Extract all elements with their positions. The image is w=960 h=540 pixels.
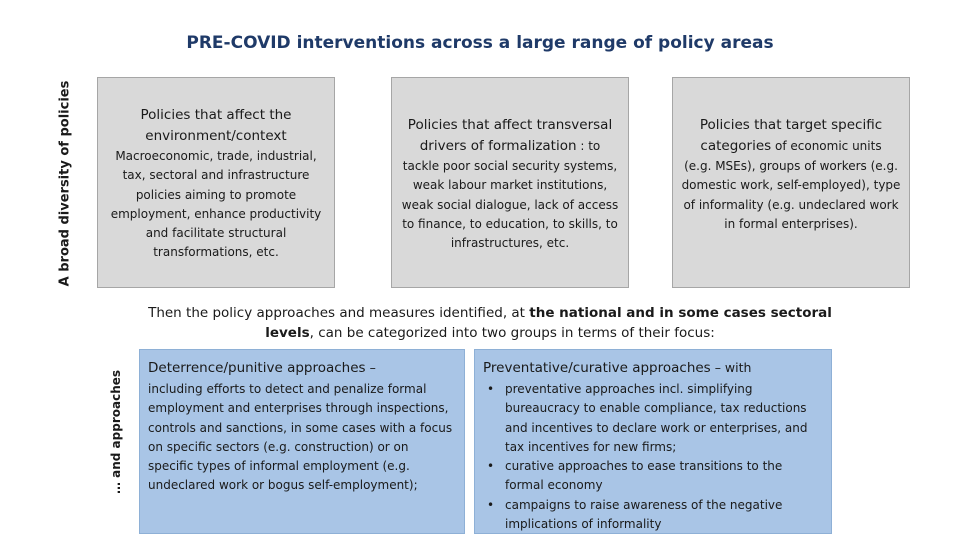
- bullet-icon: •: [487, 382, 495, 396]
- approach-box-preventative: [474, 349, 832, 534]
- policy-box-heading: [679, 115, 903, 157]
- approach-box-deterrence: [139, 349, 465, 534]
- list-item: [483, 457, 823, 496]
- policy-box-heading-tail: of economic units: [771, 139, 882, 153]
- policy-box-transversal: [391, 77, 629, 288]
- side-label-approaches: … and approaches: [109, 369, 123, 495]
- transition-text: [140, 303, 840, 343]
- policy-box-heading: Policies that affect the environment/context: [140, 107, 292, 144]
- policy-box-heading-tail: : to: [576, 139, 601, 153]
- approach-box-heading: [483, 358, 823, 378]
- transition-text-part2: , can be categorized into two groups in terms of their focus:: [309, 325, 715, 341]
- policy-box-target-categories: [672, 77, 910, 288]
- policy-box-heading-main: Policies that affect transversal drivers of formalization: [407, 117, 613, 154]
- policy-box-body: (e.g. MSEs), groups of workers (e.g. domestic work, self-employed), type of informality (e.g. undeclared work in formal enterprises).: [681, 159, 901, 231]
- list-item-text: curative approaches to ease transitions to the formal economy: [505, 459, 783, 493]
- policy-box-body: Macroeconomic, trade, industrial, tax, sectoral and infrastructure policies aiming to promote employment, enhance productivity and facilitate structural transformations, etc.: [110, 149, 322, 260]
- approach-list: [483, 380, 823, 534]
- approach-box-heading: [148, 358, 456, 378]
- policy-box-body: tackle poor social security systems, weak labour market institutions, weak social dialogue, lack of access to finance, to education, to skills, to infrastructures, etc.: [401, 159, 619, 251]
- policy-box-environment: [97, 77, 335, 288]
- transition-text-part1: Then the policy approaches and measures identified, at: [148, 305, 530, 321]
- list-item-text: campaigns to raise awareness of the negative implications of informality: [505, 497, 783, 532]
- list-item: [483, 380, 823, 457]
- policy-box-heading-main: Policies that target specific categories: [699, 117, 883, 154]
- approach-heading-main: Preventative/curative approaches: [483, 360, 711, 376]
- approach-heading-tail: – with: [710, 360, 752, 375]
- approach-heading-tail: –: [365, 360, 376, 375]
- page-title: PRE-COVID interventions across a large range of policy areas: [186, 33, 774, 53]
- approach-heading-main: Deterrence/punitive approaches: [148, 360, 366, 376]
- side-label-policies: A broad diversity of policies: [57, 80, 73, 287]
- transition-text-bold: the national and in some cases sectoral levels: [265, 305, 832, 341]
- bullet-icon: •: [487, 459, 495, 474]
- policy-box-heading: [398, 115, 622, 157]
- list-item-text: preventative approaches incl. simplifying bureaucracy to enable compliance, tax reductions and incentives to declare work or enterprises, and tax incentives for new firms;: [505, 382, 808, 454]
- approach-box-body: including efforts to detect and penalize formal employment and enterprises through inspections, controls and sanctions, in some cases with a focus on specific sectors (e.g. construction) or on specific types of informal employment (e.g. undeclared work or bogus self-employment);: [148, 382, 453, 493]
- bullet-icon: •: [487, 497, 495, 512]
- list-item: [483, 496, 823, 535]
